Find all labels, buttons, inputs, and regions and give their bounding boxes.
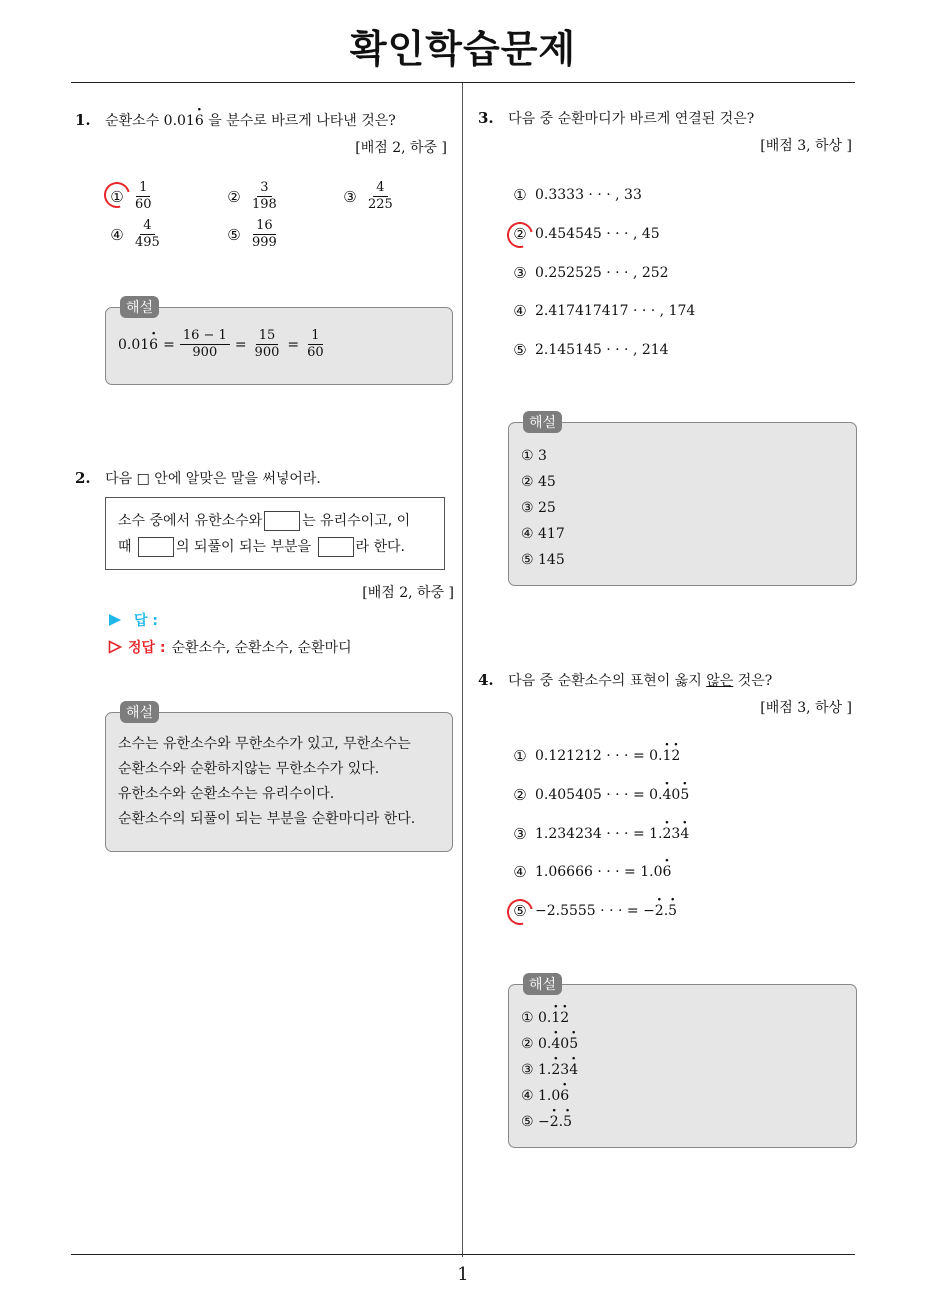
fraction: $\frac{1}{60}$ xyxy=(135,180,152,212)
choice-mark: ① xyxy=(110,187,124,206)
explanation-content: ① 0.· 1· 2 ② 0.· 40· 5 ③ 1.· 23· 4 ④ 1.0· 6 ⑤ −· 2.· 5 xyxy=(521,1005,578,1135)
blank-field-2[interactable] xyxy=(138,537,174,557)
question-number: 2. xyxy=(75,469,91,487)
explanation-content: ① 3 ② 45 ③ 25 ④ 417 ⑤ 145 xyxy=(521,448,565,568)
choice-5[interactable]: ⑤ 2.145145 · · · , 214 xyxy=(513,341,669,359)
choice-2[interactable]: ② $\frac{3}{198}$ xyxy=(227,180,277,212)
correct-value: 순환소수, 순환소수, 순환마디 xyxy=(171,640,352,656)
explanation-content: 소수는 유한소수와 무한소수가 있고, 무한소수는 순환소수와 순환하지않는 무한소수가 있다. 유한소수와 순환소수는 유리수이다. 순환소수의 되풀이 되는 부분을 순환마디라 한다. xyxy=(118,736,416,827)
page-number: 1 xyxy=(457,1264,469,1285)
top-rule xyxy=(71,82,855,83)
question-number: 4. xyxy=(478,671,494,689)
question-text: 다음 □ 안에 알맞은 말을 써넣어라. xyxy=(105,471,321,487)
score-label: [배점 3, 하상 ] xyxy=(760,138,852,154)
question-4 xyxy=(478,670,772,690)
answer-row xyxy=(108,610,158,630)
choice-4[interactable]: ④ 2.417417417 · · · , 174 xyxy=(513,302,696,320)
question-text: 순환소수 0.01· 6 을 분수로 바르게 나타낸 것은? xyxy=(105,113,396,129)
choice-4[interactable]: ④ $\frac{4}{495}$ xyxy=(110,218,160,250)
question-text: 다음 중 순환소수의 표현이 옳지 않은 것은? xyxy=(508,673,773,689)
question-2 xyxy=(75,468,321,488)
question-number: 3. xyxy=(478,109,494,127)
choice-5[interactable]: ⑤ $\frac{16}{999}$ xyxy=(227,218,277,250)
choice-1[interactable]: ① 0.3333 · · · , 33 xyxy=(513,186,642,204)
fill-in-box xyxy=(105,497,445,570)
play-triangle-icon xyxy=(108,613,122,627)
choice-1[interactable]: ① 0.121212 · · · = 0.· 1· 2 xyxy=(511,747,680,765)
blank-field-1[interactable] xyxy=(264,511,300,531)
page-title: 확인학습문제 xyxy=(349,27,577,71)
question-1 xyxy=(75,110,396,130)
correct-answer-row xyxy=(108,637,352,657)
answer-label: 답 : xyxy=(134,613,158,629)
column-divider xyxy=(462,83,463,1257)
choice-2[interactable]: ② 0.405405 · · · = 0.· 40· 5 xyxy=(511,786,689,804)
explanation-content: 0.01· 6 = $\frac{16 - 1}{900}$ = $\frac{15}{900}$ = $\frac{1}{60}$ xyxy=(118,328,327,361)
question-number: 1. xyxy=(75,111,91,129)
bottom-rule xyxy=(71,1254,855,1255)
explanation-label: 해설 xyxy=(120,701,159,723)
explanation-label: 해설 xyxy=(523,411,562,433)
choice-3[interactable]: ③ 0.252525 · · · , 252 xyxy=(513,264,669,282)
outline-triangle-icon xyxy=(108,640,122,654)
choice-3[interactable]: ③ 1.234234 · · · = 1.· 23· 4 xyxy=(511,825,689,843)
choice-4[interactable]: ④ 1.06666 · · · = 1.0· 6 xyxy=(511,863,671,881)
correct-label: 정답 : xyxy=(128,640,166,656)
explanation-label: 해설 xyxy=(120,296,159,318)
blank-field-3[interactable] xyxy=(318,537,354,557)
explanation-label: 해설 xyxy=(523,973,562,995)
choice-5[interactable]: ⑤ −2.5555 · · · = −· 2.· 5 xyxy=(511,902,677,920)
question-3 xyxy=(478,108,754,128)
choice-2[interactable]: ② 0.454545 · · · , 45 xyxy=(513,225,660,243)
score-label: [배점 3, 하상 ] xyxy=(760,700,852,716)
answer-circle-icon xyxy=(502,894,538,930)
fill-in-line-1: 소수 중에서 유한소수와 는 유리수이고, 이 xyxy=(118,513,411,529)
score-label: [배점 2, 하중 ] xyxy=(362,585,454,601)
score-label: [배점 2, 하중 ] xyxy=(355,140,447,156)
fill-in-line-2: 때 의 되풀이 되는 부분을 라 한다. xyxy=(118,539,405,555)
question-text: 다음 중 순환마디가 바르게 연결된 것은? xyxy=(508,111,755,127)
answer-circle-icon xyxy=(502,217,538,253)
choice-3[interactable]: ③ $\frac{4}{225}$ xyxy=(343,180,393,212)
